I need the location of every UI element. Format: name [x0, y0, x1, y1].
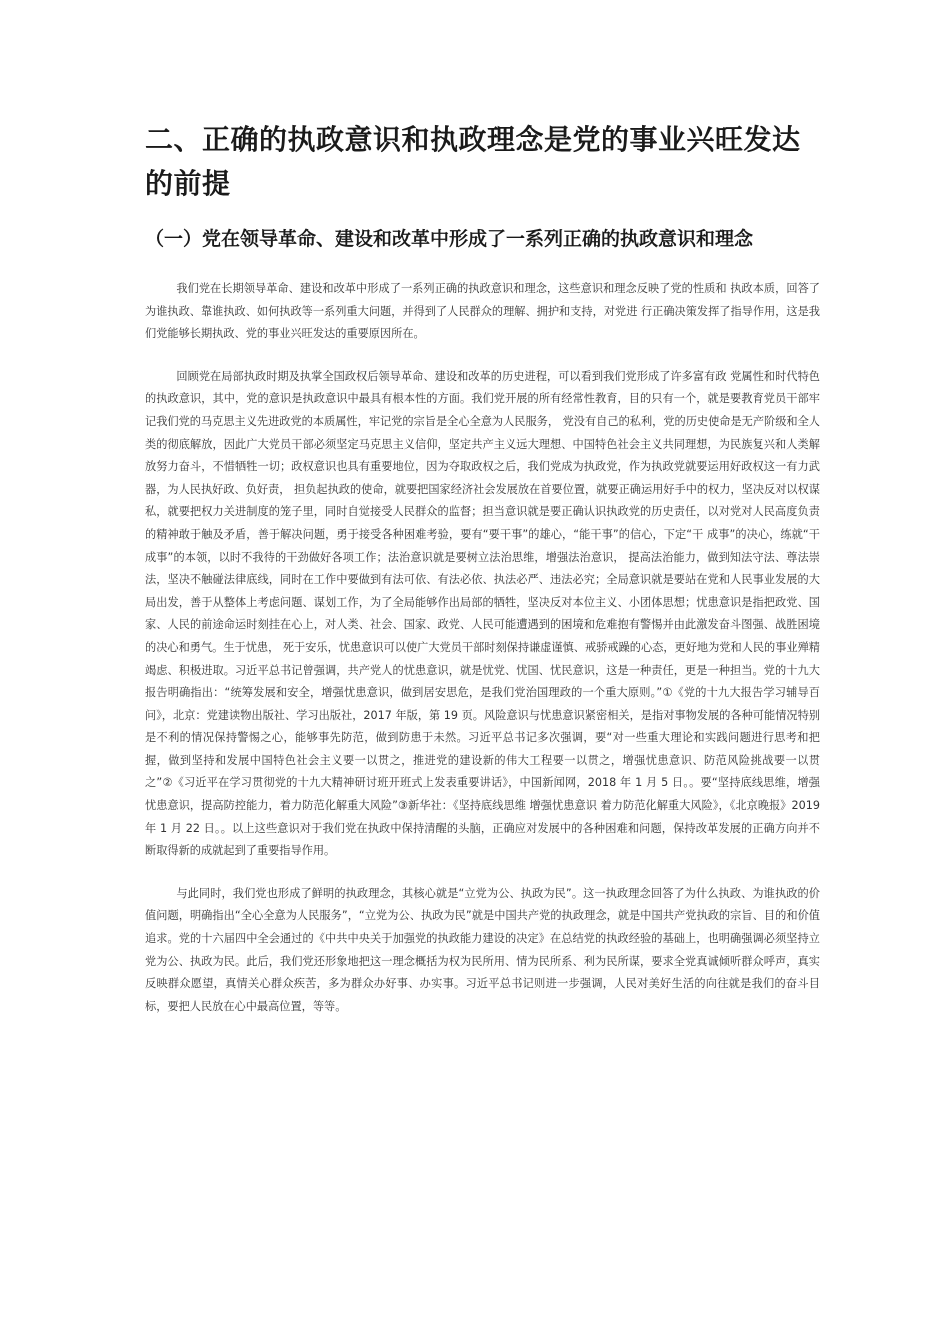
body-paragraph-3: 与此同时，我们党也形成了鲜明的执政理念，其核心就是“立党为公、执政为民”。这一执政理念回答了为什么执政、为谁执政的价值问题，明确指出“全心全意为人民服务”，“立党为公、执政为民”就是中国共产党的执政理念，就是中国共产党执政的宗旨、目的和价值追求。党的十六届四中全会通过的《中共中央关于加强党的执政能力建设的决定》在总结党的执政经验的基础上，也明确强调必须坚持立党为公、执政为民。此后，我们党还形象地把这一理念概括为权为民所用、情为民所系、利为民所谋，要求全党真诚倾听群众呼声，真实反映群众愿望，真情关心群众疾苦，多为群众办好事、办实事。习近平总书记则进一步强调，人民对美好生活的向往就是我们的奋斗目标，要把人民放在心中最高位置，等等。	[145, 886, 820, 1013]
body-paragraph-2: 回顾党在局部执政时期及执掌全国政权后领导革命、建设和改革的历史进程，可以看到我们党形成了许多富有政 党属性和时代特色的执政意识，其中，党的意识是执政意识中最具有根本性的方面。我们党开展的所有经常性教育，目的只有一个，就是要教育党员干部牢记我们党的马克思主义先进政党的本质属性，牢记党的宗旨是全心全意为人民服务， 党没有自己的私利，党的历史使命是无产阶级和全人类的彻底解放，因此广大党员干部必须坚定马克思主义信仰，坚定共产主义远大理想、中国特色社会主义共同理想，为民族复兴和人类解放努力奋斗，不惜牺牲一切；政权意识也具有重要地位，因为夺取政权之后，我们党成为执政党，作为执政党就要运用好政权这一有力武器，为人民执好政、负好责， 担负起执政的使命，就要把国家经济社会发展放在首要位置，就要正确运用好手中的权力，坚决反对以权谋私，就要把权力关进制度的笼子里，同时自觉接受人民群众的监督；担当意识就是要正确认识执政党的历史责任，以对党对人民高度负责的精神敢于触及矛盾，善于解决问题，勇于接受各种困难考验，要有“要干事”的雄心，“能干事”的信心，下定“干 成事”的决心，练就“干成事”的本领，以时不我待的干劲做好各项工作；法治意识就是要树立法治思维，增强法治意识， 提高法治能力，做到知法守法、尊法崇法，坚决不触碰法律底线，同时在工作中要做到有法可依、有法必依、执法必严、违法必究；全局意识就是要站在党和人民事业发展的大局出发，善于从整体上考虑问题、谋划工作，为了全局能够作出局部的牺牲，坚决反对本位主义、小团体思想；忧患意识是指把政党、国家、人民的前途命运时刻挂在心上，对人类、社会、国家、政党、人民可能遭遇到的困境和危难抱有警惕并由此激发奋斗图强、战胜困境的决心和勇气。生于忧患， 死于安乐，忧患意识可以使广大党员干部时刻保持谦虚谨慎、戒骄戒躁的心态，更好地为党和人民的事业殚精竭虑、积极进取。习近平总书记曾强调，共产党人的忧患意识，就是忧党、忧国、忧民意识，这是一种责任，更是一种担当。党的十九大报告明确指出：“统筹发展和安全，增强忧患意识，做到居安思危，是我们党治国理政的一个重大原则。”①《党的十九大报告学习辅导百问》，北京：党建读物出版社、学习出版社，2017 年版，第 19 页。风险意识与忧患意识紧密相关，是指对事物发展的各种可能情况特别是不利的情况保持警惕之心，能够事先防范，做到防患于未然。习近平总书记多次强调，要“对一些重大理论和实践问题进行思考和把握，做到坚持和发展中国特色社会主义要一以贯之，推进党的建设新的伟大工程要一以贯之，增强忧患意识、防范风险挑战要一以贯之”②《习近平在学习贯彻党的十九大精神研讨班开班式上发表重要讲话》，中国新闻网，2018 年 1 月 5 日。。要“坚持底线思维，增强忧患意识，提高防控能力，着力防范化解重大风险”③新华社：《坚持底线思维 增强忧患意识 着力防范化解重大风险》，《北京晚报》2019 年 1 月 22 日。。以上这些意识对于我们党在执政中保持清醒的头脑，正确应对发展中的各种困难和问题，保持改革发展的正确方向并不断取得新的成就起到了重要指导作用。	[145, 369, 820, 858]
section-heading: 二、正确的执政意识和执政理念是党的事业兴旺发达的前提	[145, 123, 801, 200]
body-paragraph-1: 我们党在长期领导革命、建设和改革中形成了一系列正确的执政意识和理念，这些意识和理念反映了党的性质和 执政本质，回答了为谁执政、靠谁执政、如何执政等一系列重大问题，并得到了人民群众的理解、拥护和支持，对党进 行正确决策发挥了指导作用，这是我们党能够长期执政、党的事业兴旺发达的重要原因所在。	[145, 282, 820, 341]
document-page	[145, 118, 820, 1018]
subsection-heading: （一）党在领导革命、建设和改革中形成了一系列正确的执政意识和理念	[145, 228, 754, 250]
